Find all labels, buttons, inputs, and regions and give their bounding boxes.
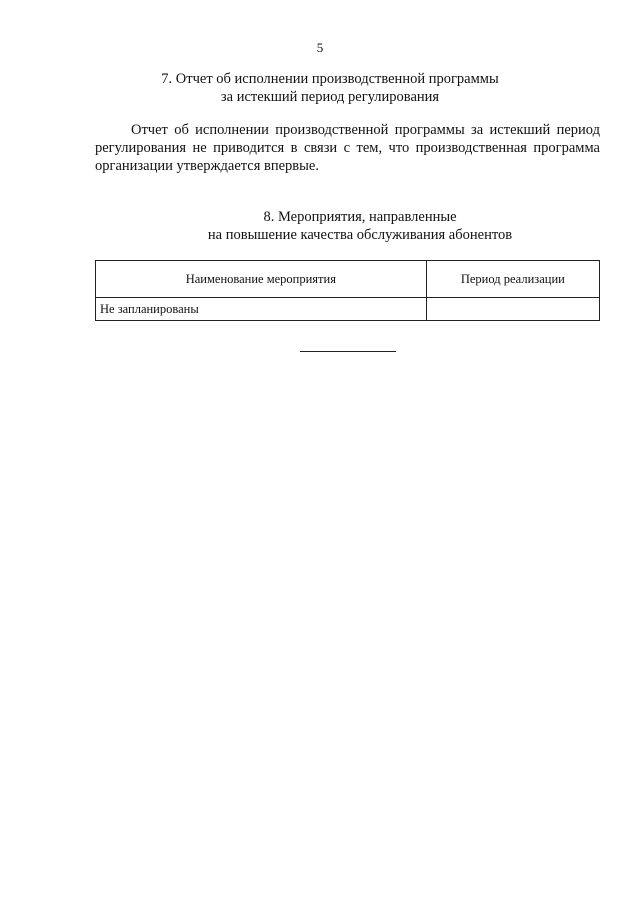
table-cell-period	[426, 298, 599, 321]
page-number: 5	[316, 40, 324, 55]
table-row	[96, 298, 600, 321]
column-header-event-name: Наименование мероприятия	[96, 261, 427, 298]
table-cell-event-name: Не запланированы	[96, 298, 427, 321]
section-7-heading	[90, 70, 570, 106]
section-8-heading-line-1: 8. Мероприятия, направленные	[263, 209, 457, 225]
table-header-row	[96, 261, 600, 298]
end-divider-line	[300, 351, 396, 352]
section-8-heading-line-2: на повышение качества обслуживания абонентов	[207, 227, 513, 243]
section-7-heading-line-1: 7. Отчет об исполнении производственной программы	[161, 71, 499, 87]
column-header-period: Период реализации	[426, 261, 599, 298]
section-7-heading-line-2: за истекший период регулирования	[220, 89, 440, 105]
section-7-paragraph: Отчет об исполнении производственной программы за истекший период регулирования не приводится в связи с тем, что производственная программа организации утверждается впервые.	[95, 122, 600, 174]
section-8-heading	[100, 208, 620, 244]
events-table	[95, 260, 600, 321]
